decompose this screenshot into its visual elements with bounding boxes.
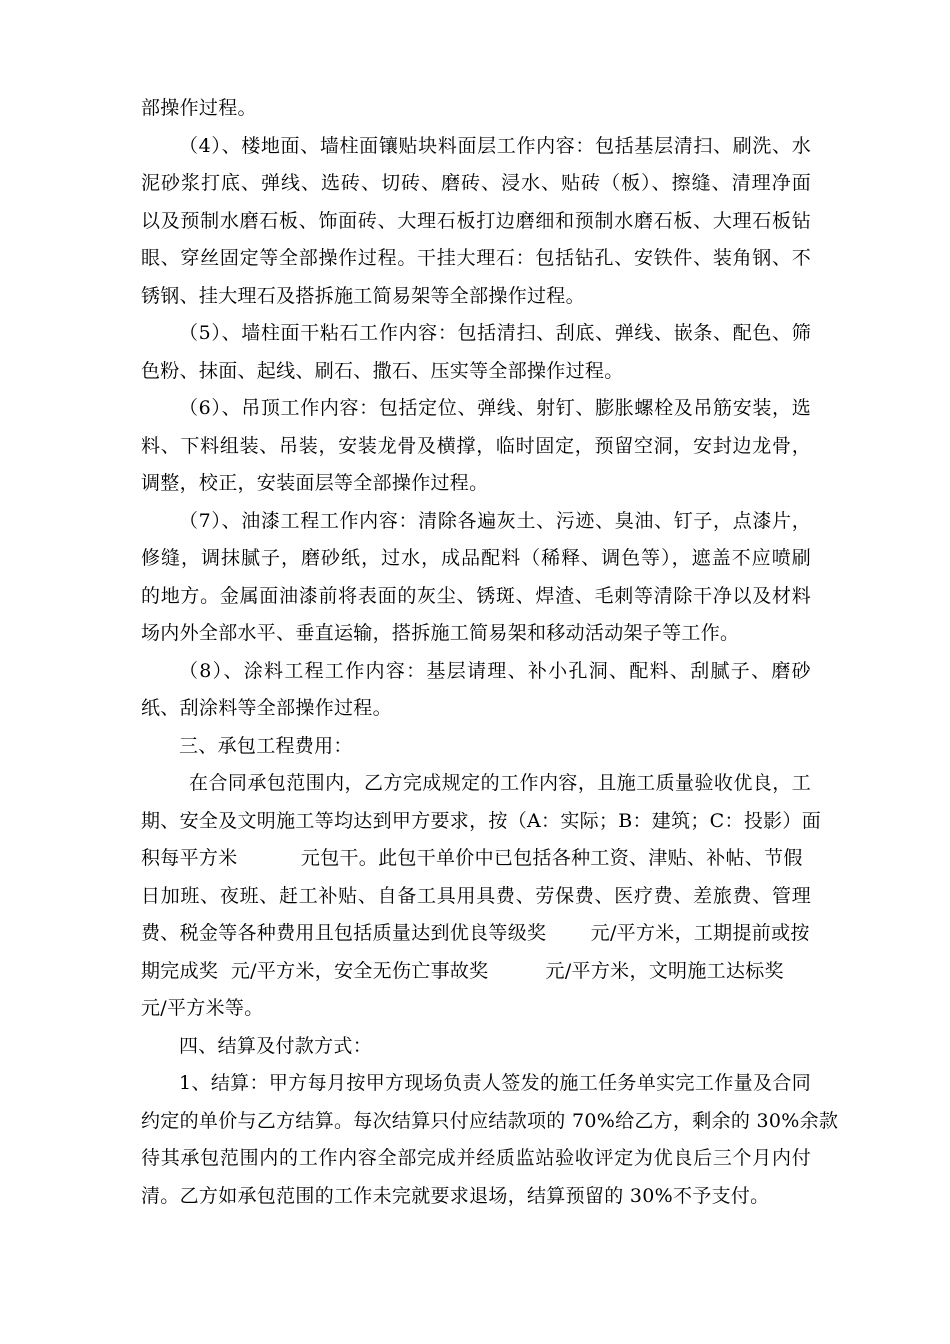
text-line: 约定的单价与乙方结算。每次结算只付应结款项的 70%给乙方，剩余的 30%余款 <box>141 1109 839 1132</box>
text-line: 的地方。金属面油漆前将表面的灰尘、锈斑、焊渣、毛刺等清除干净以及材料 <box>141 584 811 607</box>
text-line: 清。乙方如承包范围的工作未完就要求退场，结算预留的 30%不予支付。 <box>141 1184 770 1207</box>
text-line: 费、税金等各种费用且包括质量达到优良等级奖 元/平方米，工期提前或按 <box>141 922 810 944</box>
text-line: 四、结算及付款方式： <box>179 1034 373 1057</box>
text-line: 元/平方米等。 <box>141 997 264 1019</box>
text-line: 场内外全部水平、垂直运输，搭拆施工简易架和移动活动架子等工作。 <box>141 622 740 644</box>
text-line: 在合同承包范围内，乙方完成规定的工作内容，且施工质量验收优良，工 <box>189 772 811 794</box>
text-line: 部操作过程。 <box>141 97 257 119</box>
text-line: （4）、楼地面、墙柱面镶贴块料面层工作内容：包括基层清扫、刷洗、水 <box>179 134 811 157</box>
text-line: 1、结算：甲方每月按甲方现场负责人签发的施工任务单实完工作量及合同 <box>179 1072 811 1094</box>
text-line: 日加班、夜班、赶工补贴、自备工具用具费、劳保费、医疗费、差旅费、管理 <box>141 884 811 907</box>
text-line: （6）、吊顶工作内容：包括定位、弹线、射钉、膨胀螺栓及吊筋安装，选 <box>179 397 811 419</box>
text-line: 调整，校正，安装面层等全部操作过程。 <box>141 472 489 494</box>
text-line: 眼、穿丝固定等全部操作过程。干挂大理石：包括钻孔、安铁件、装角钢、不 <box>141 247 811 269</box>
text-line: 期、安全及文明施工等均达到甲方要求，按（A：实际；B：建筑；C：投影）面 <box>141 809 822 832</box>
text-line: （8）、涂料工程工作内容：基层请理、补小孔洞、配料、刮腻子、磨砂 <box>179 659 811 682</box>
text-line: 色粉、抹面、起线、刷石、撒石、压实等全部操作过程。 <box>141 359 624 382</box>
text-line: 积每平方米 元包干。此包干单价中已包括各种工资、津贴、补帖、节假 <box>141 847 803 869</box>
text-line: 以及预制水磨石板、饰面砖、大理石板打边磨细和预制水磨石板、大理石板钻 <box>141 209 811 232</box>
text-line: 料、下料组装、吊装，安装龙骨及横撑，临时固定，预留空洞，安封边龙骨， <box>141 434 811 457</box>
text-line: 修缝，调抹腻子，磨砂纸，过水，成品配料（稀释、调色等），遮盖不应喷刷 <box>141 547 811 569</box>
text-line: 泥砂浆打底、弹线、选砖、切砖、磨砖、浸水、贴砖（板）、擦缝、清理净面 <box>141 172 811 194</box>
text-line: （5）、墙柱面干粘石工作内容：包括清扫、刮底、弹线、嵌条、配色、筛 <box>179 322 811 344</box>
text-line: 锈钢、挂大理石及搭拆施工简易架等全部操作过程。 <box>141 284 585 307</box>
text-line: 待其承包范围内的工作内容全部完成并经质监站验收评定为优良后三个月内付 <box>141 1147 811 1169</box>
text-line: 期完成奖 元/平方米，安全无伤亡事故奖 元/平方米，文明施工达标奖 <box>141 959 784 982</box>
text-line: 纸、刮涂料等全部操作过程。 <box>141 697 392 719</box>
text-line: 三、承包工程费用： <box>179 734 353 757</box>
text-line: （7）、油漆工程工作内容：清除各遍灰土、污迹、臭油、钉子，点漆片， <box>179 509 811 532</box>
document-body <box>141 90 839 1215</box>
